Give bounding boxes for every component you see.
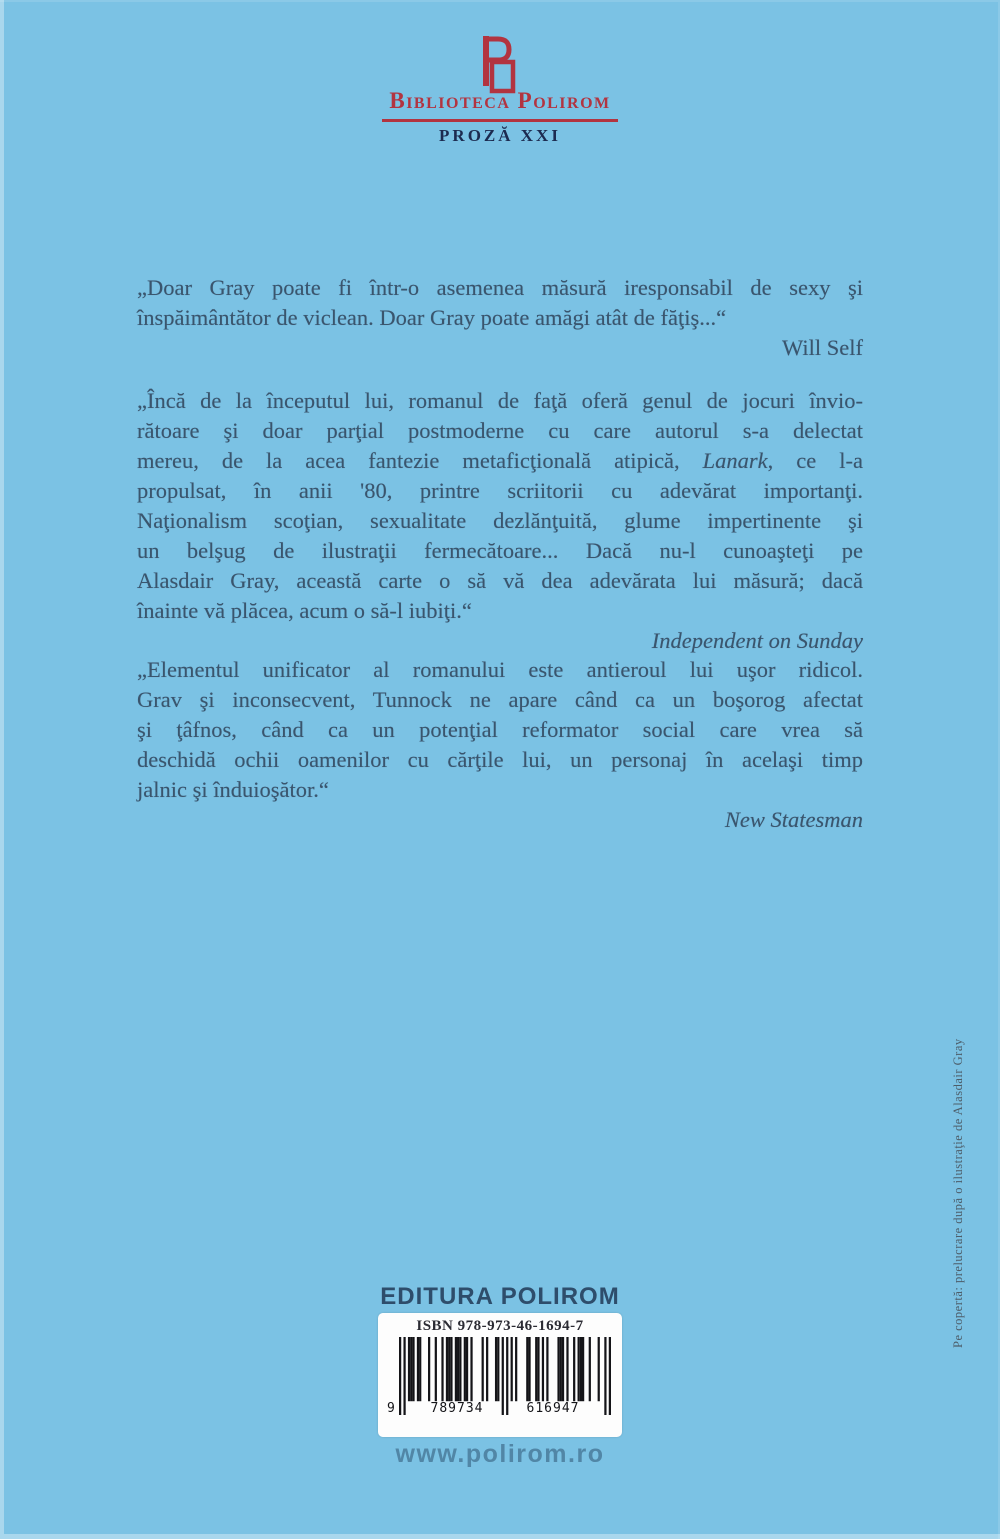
barcode-digit-group: 616947: [526, 1401, 580, 1416]
quote-text: „Încă de la începutul lui, romanul de faţă oferă genul de jocuri învio- rătoare şi doar parţial postmoderne cu care autorul s-a delectat mereu, de la acea fantezie metaficţională atipică, Lanark, ce l-a propulsat, în anii '80, printre scriitorii cu adevărat importanţi. Naţionalism scoţian, sexualitate dezlănţuită, glume impertinente şi un belşug de ilustraţii fermecătoare... Dacă nu-l cunoaşteţi pe Alasdair Gray, această carte o să vă dea adevărata lui măsură; dacă înainte vă plăcea, acum o să-l iubiţi.“: [137, 388, 863, 623]
barcode-digit-group: 789734: [430, 1401, 484, 1416]
ean13-barcode: [389, 1337, 611, 1415]
review-quote: [137, 273, 863, 363]
isbn-number: ISBN 978-973-46-1694-7: [416, 1318, 584, 1334]
review-quote: [137, 386, 863, 656]
series-name: PROZĂ XXI: [439, 126, 561, 145]
cover-illustration-credit: Pe copertă: prelucrare după o ilustraţie de Alasdair Gray: [951, 1038, 965, 1348]
review-quote: [137, 655, 863, 835]
barcode-digit-group: 9: [387, 1401, 396, 1416]
imprint-name: Biblioteca Polirom: [389, 88, 611, 113]
polirom-b-book-icon: [482, 36, 518, 94]
publisher-website: www.polirom.ro: [395, 1440, 605, 1468]
quote-text: „Doar Gray poate fi într-o asemenea măsură iresponsabil de sexy şi înspăimântător de viclean. Doar Gray poate amăgi atât de făţiş...“: [137, 275, 863, 330]
imprint-underline: [382, 119, 618, 122]
isbn-barcode-panel: [378, 1313, 622, 1437]
publisher-name: EDITURA POLIROM: [380, 1283, 620, 1310]
quote-attribution: New Statesman: [724, 807, 863, 832]
quote-attribution: Independent on Sunday: [651, 628, 863, 653]
quote-attribution: Will Self: [782, 335, 863, 360]
quote-text: „Elementul unificator al romanului este antieroul lui uşor ridicol. Grav şi inconsecvent, Tunnock ne apare când ca un boşorog afectat şi ţâfnos, când ca un potenţial reformator social care vrea să deschidă ochii oamenilor cu cărţile lui, un personaj în acelaşi timp jalnic şi înduioşător.“: [137, 657, 863, 802]
